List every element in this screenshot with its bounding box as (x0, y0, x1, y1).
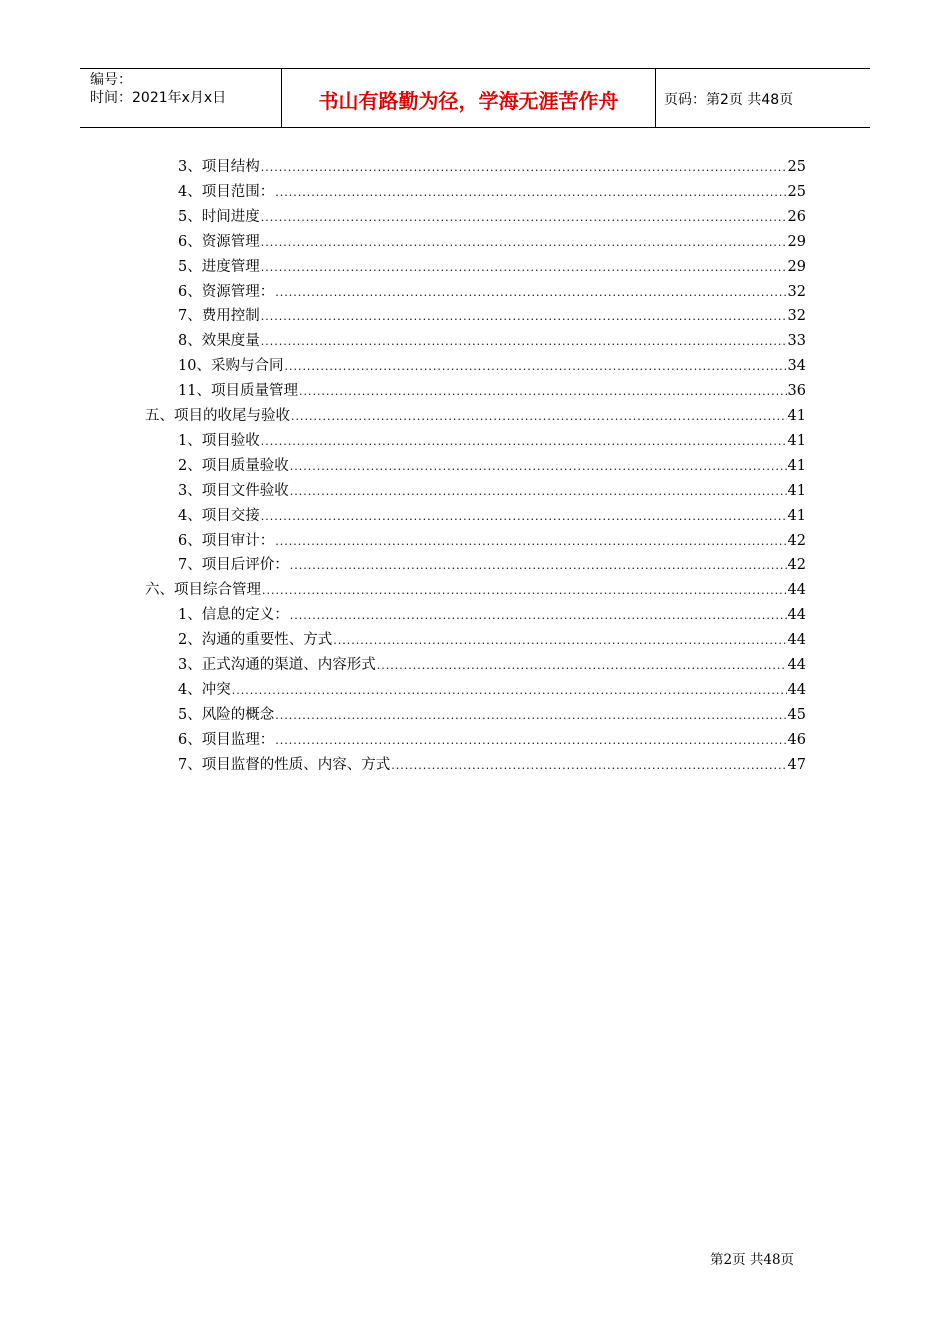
toc-dot-leader (232, 679, 787, 703)
toc-entry-title: 五、项目的收尾与验收 (145, 408, 290, 424)
toc-entry[interactable] (178, 379, 806, 403)
toc-dot-leader (261, 305, 787, 329)
toc-entry-page-number: 41 (787, 482, 806, 499)
toc-entry-title: 6、项目监理： (178, 731, 275, 748)
page-footer-number: 第2页 共48页 (710, 1252, 795, 1268)
toc-entry-title: 5、时间进度 (178, 208, 260, 225)
toc-dot-leader (284, 355, 786, 379)
toc-dot-leader (275, 181, 786, 205)
toc-entry-page-number: 44 (787, 582, 806, 599)
toc-entry-title: 2、沟通的重要性、方式 (178, 632, 333, 649)
toc-entry[interactable] (178, 728, 806, 752)
toc-entry-page-number: 26 (787, 208, 806, 225)
toc-entry-title: 7、费用控制 (178, 308, 260, 325)
toc-entry-title: 六、项目综合管理 (145, 582, 261, 599)
toc-entry-title: 7、项目监督的性质、内容、方式 (178, 756, 391, 773)
toc-entry-page-number: 44 (787, 632, 806, 649)
toc-entry-title: 1、项目验收 (178, 432, 260, 449)
toc-dot-leader (291, 405, 787, 429)
toc-entry-page-number: 44 (787, 607, 806, 624)
toc-entry-page-number: 44 (787, 681, 806, 698)
toc-entry-page-number: 41 (787, 408, 806, 424)
toc-entry-title: 6、项目审计： (178, 532, 275, 549)
toc-entry-page-number: 33 (787, 333, 806, 350)
header-right-cell (656, 69, 870, 127)
toc-entry[interactable] (178, 479, 806, 503)
toc-entry-page-number: 42 (787, 532, 806, 549)
toc-entry-title: 4、项目交接 (178, 507, 260, 524)
toc-entry-page-number: 29 (787, 233, 806, 250)
toc-entry-title: 10、采购与合同 (178, 358, 284, 375)
toc-dot-leader (261, 156, 787, 180)
toc-entry[interactable] (178, 603, 806, 627)
toc-entry[interactable] (178, 504, 806, 528)
toc-dot-leader (391, 754, 786, 778)
toc-entry[interactable] (178, 454, 806, 478)
toc-dot-leader (290, 554, 787, 578)
toc-dot-leader (299, 380, 787, 404)
toc-entry[interactable] (178, 280, 806, 304)
toc-dot-leader (261, 430, 787, 454)
toc-entry[interactable] (178, 553, 806, 577)
toc-dot-leader (377, 654, 787, 678)
header-page-info: 页码：第2页 共48页 (664, 92, 794, 108)
document-date-label: 时间：2021年x月x日 (90, 90, 227, 106)
toc-entry[interactable] (178, 628, 806, 652)
toc-entry-title: 2、项目质量验收 (178, 457, 289, 474)
toc-entry[interactable] (178, 753, 806, 777)
toc-entry[interactable] (178, 529, 806, 553)
toc-entry-page-number: 41 (787, 432, 806, 449)
toc-entry-title: 11、项目质量管理 (178, 383, 298, 400)
toc-entry-page-number: 25 (787, 183, 806, 200)
toc-dot-leader (290, 455, 787, 479)
toc-entry-page-number: 34 (787, 358, 806, 375)
toc-entry-page-number: 25 (787, 159, 806, 175)
toc-entry[interactable] (178, 255, 806, 279)
toc-entry[interactable] (178, 205, 806, 229)
toc-entry-page-number: 45 (787, 706, 806, 723)
toc-entry-title: 6、资源管理 (178, 233, 260, 250)
toc-entry-page-number: 41 (787, 457, 806, 474)
toc-entry-title: 3、正式沟通的渠道、内容形式 (178, 657, 376, 673)
toc-entry[interactable] (178, 304, 806, 328)
toc-dot-leader (275, 530, 786, 554)
toc-entry[interactable] (178, 230, 806, 254)
toc-dot-leader (275, 729, 786, 753)
toc-entry[interactable] (178, 155, 806, 179)
toc-entry-page-number: 47 (787, 756, 806, 773)
toc-entry-title: 7、项目后评价： (178, 557, 289, 574)
toc-dot-leader (261, 330, 787, 354)
toc-entry[interactable] (178, 329, 806, 353)
toc-entry[interactable] (178, 653, 806, 677)
header-motto-cell (282, 69, 656, 127)
header-motto: 书山有路勤为径，学海无涯苦作舟 (318, 89, 619, 113)
toc-entry-title: 5、风险的概念 (178, 706, 275, 723)
toc-entry[interactable] (178, 180, 806, 204)
toc-dot-leader (333, 629, 786, 653)
toc-dot-leader (275, 704, 786, 728)
toc-entry-title: 8、效果度量 (178, 333, 260, 350)
toc-entry-title: 6、资源管理： (178, 283, 275, 300)
toc-dot-leader (261, 256, 787, 280)
toc-entry-page-number: 29 (787, 258, 806, 275)
toc-dot-leader (262, 579, 787, 603)
toc-entry-title: 4、项目范围： (178, 183, 275, 200)
toc-entry-page-number: 42 (787, 557, 806, 574)
toc-entry-title: 5、进度管理 (178, 258, 260, 275)
toc-entry-page-number: 36 (787, 383, 806, 400)
header-left-cell (80, 69, 282, 127)
toc-entry[interactable] (145, 578, 806, 602)
toc-entry-title: 3、项目结构 (178, 159, 260, 175)
document-number-label: 编号： (90, 72, 132, 88)
page-header (80, 68, 870, 128)
toc-dot-leader (275, 281, 786, 305)
toc-entry[interactable] (178, 429, 806, 453)
toc-dot-leader (261, 505, 787, 529)
toc-entry[interactable] (178, 354, 806, 378)
toc-entry-title: 4、冲突 (178, 681, 231, 698)
toc-entry-page-number: 32 (787, 308, 806, 325)
toc-entry-title: 3、项目文件验收 (178, 482, 289, 499)
toc-dot-leader (290, 604, 787, 628)
toc-entry[interactable] (178, 703, 806, 727)
toc-entry-page-number: 44 (787, 657, 806, 673)
toc-entry-page-number: 32 (787, 283, 806, 300)
toc-entry[interactable] (178, 678, 806, 702)
toc-entry-page-number: 41 (787, 507, 806, 524)
toc-entry-title: 1、信息的定义： (178, 607, 289, 624)
toc-dot-leader (261, 206, 787, 230)
toc-dot-leader (261, 231, 787, 255)
toc-entry[interactable] (145, 404, 806, 428)
toc-entry-page-number: 46 (787, 731, 806, 748)
toc-dot-leader (290, 480, 787, 504)
